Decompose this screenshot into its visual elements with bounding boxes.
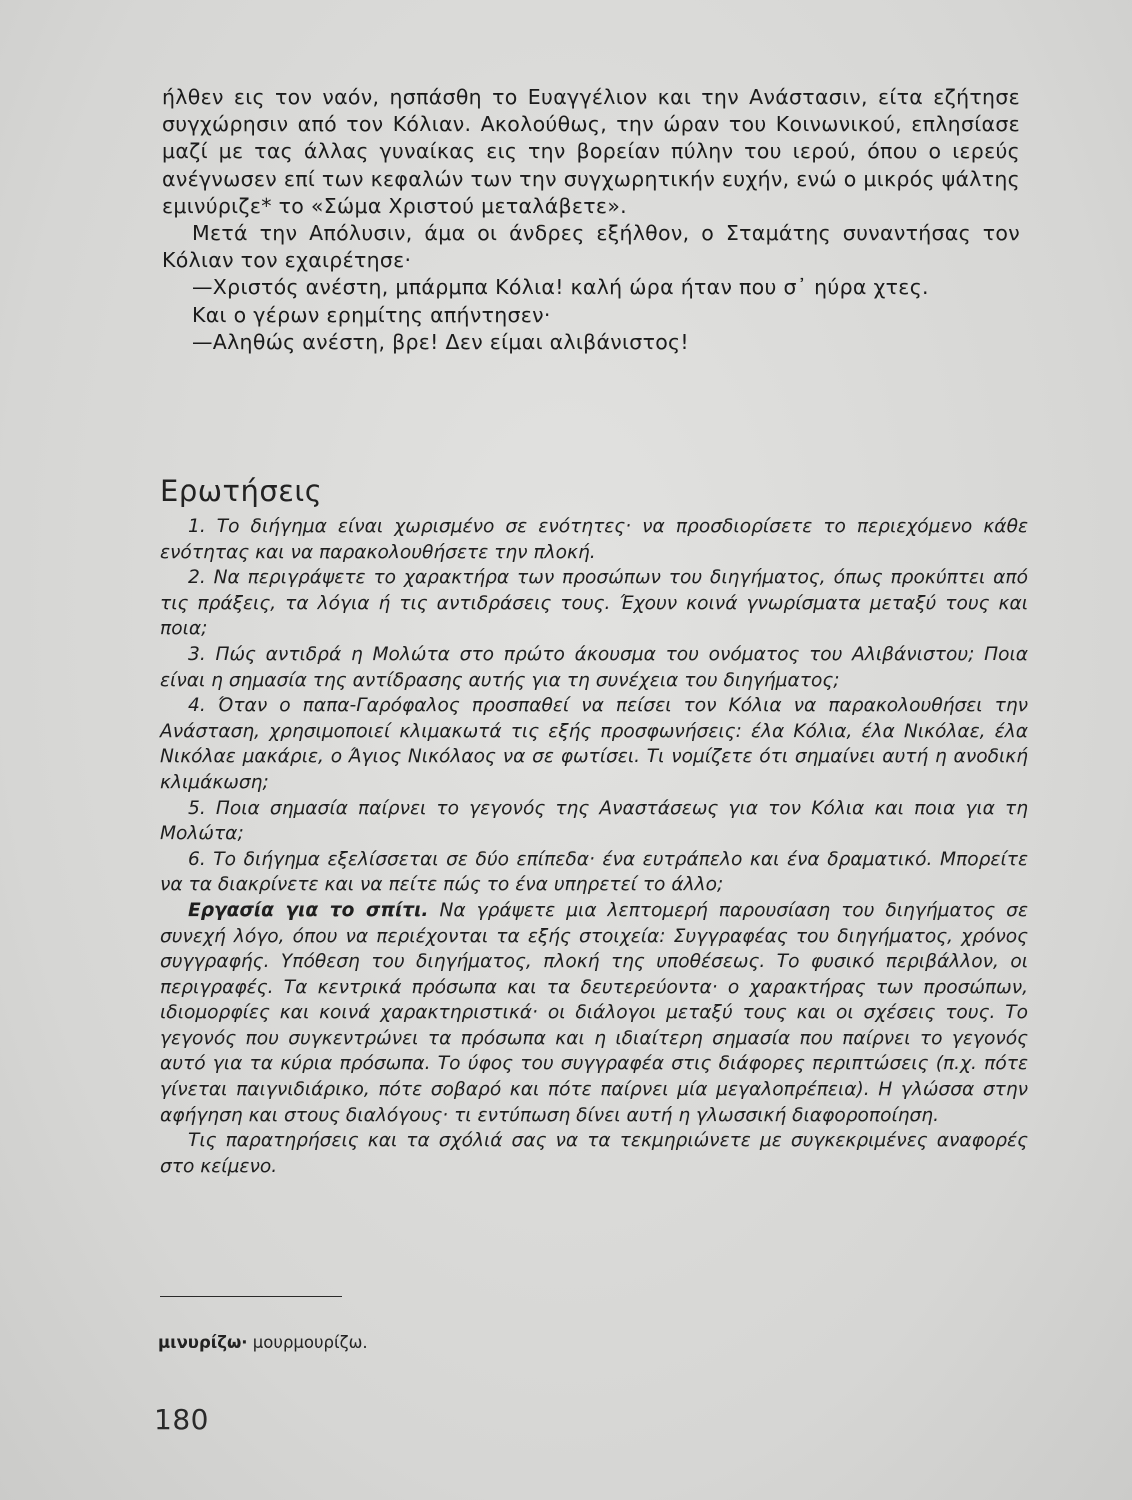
- questions-heading: Ερωτήσεις: [160, 474, 323, 508]
- story-paragraph: Και ο γέρων ερημίτης απήντησεν·: [192, 302, 551, 327]
- question-item: 6. Το διήγημα εξελίσσεται σε δύο επίπεδα· ένα ευτράπελο και ένα δραματικό. Μπορείτε να τα διακρίνετε και να πείτε πώς το ένα υπηρετεί το άλλο;: [160, 848, 1028, 896]
- footnote-divider: [160, 1296, 342, 1297]
- question-item: 5. Ποια σημασία παίρνει το γεγονός της Αναστάσεως για τον Κόλια και ποια για τη Μολώτα;: [160, 797, 1028, 845]
- homework-label: Εργασία για το σπίτι.: [188, 899, 429, 921]
- footnote-term: μινυρίζω·: [158, 1333, 248, 1352]
- question-item: 2. Να περιγράψετε το χαρακτήρα των προσώπων του διηγήματος, όπως προκύπτει από τις πράξεις, τα λόγια ή τις αντιδράσεις τους. Έχουν κοινά γνωρίσματα μεταξύ τους και ποια;: [160, 567, 1028, 640]
- question-item: 1. Το διήγημα είναι χωρισμένο σε ενότητες· να προσδιορίσετε το περιεχόμενο κάθε ενότητας και να παρακολουθήσετε την πλοκή.: [160, 516, 1028, 563]
- story-paragraph: ήλθεν εις τον ναόν, ησπάσθη το Ευαγγέλιον και την Ανάστασιν, είτα εζήτησε συγχώρησιν από τον Κόλιαν. Ακολούθως, την ώραν του Κοινωνικού, επλησίασε μαζί με τας άλλας γυναίκας εις την βορείαν πύλην του ιερού, όπου ο ιερεύς ανέγνωσεν επί των κεφαλών των την συγχωρητικήν ευχήν, ενώ ο μικρός ψάλτης εμινύριζε* το «Σώμα Χριστού μεταλάβετε».: [162, 85, 1020, 218]
- footnote-definition: μουρμουρίζω.: [247, 1333, 368, 1352]
- question-item: 4. Όταν ο παπα-Γαρόφαλος προσπαθεί να πείσει τον Κόλια να παρακολουθήσει την Ανάσταση, χρησιμοποιεί κλιμακωτά τις εξής προσφωνήσεις: έλα Κόλια, έλα Νικόλαε, έλα Νικόλαε μακάριε, ο Άγιος Νικόλαος να σε φωτίσει. Τι νομίζετε ότι σημαίνει αυτή η ανοδική κλιμάκωση;: [160, 695, 1028, 793]
- homework-paragraph: [160, 898, 1028, 1128]
- dialogue-line: —Χριστός ανέστη, μπάρμπα Κόλια! καλή ώρα ήταν που σ᾽ ηύρα χτες.: [192, 275, 929, 300]
- questions-list: [160, 514, 1028, 1179]
- story-text: [162, 84, 1020, 356]
- footnote: [158, 1333, 368, 1352]
- closing-note: Τις παρατηρήσεις και τα σχόλιά σας να τα τεκμηριώνετε με συγκεκριμένες αναφορές στο κείμενο.: [160, 1130, 1028, 1177]
- page-number: 180: [154, 1403, 209, 1436]
- dialogue-line: —Αληθώς ανέστη, βρε! Δεν είμαι αλιβάνιστος!: [192, 329, 689, 354]
- story-paragraph: Μετά την Απόλυσιν, άμα οι άνδρες εξήλθον, ο Σταμάτης συναντήσας τον Κόλιαν τον εχαιρέτησε·: [162, 221, 1020, 273]
- homework-text: Να γράψετε μια λεπτομερή παρουσίαση του διηγήματος σε συνεχή λόγο, όπου να περιέχονται τα εξής στοιχεία: Συγγραφέας του διηγήματος, χρόνος συγγραφής. Υπόθεση του διηγήματος, πλοκή της υποθέσεως. Το φυσικό περιβάλλον, οι περιγραφές. Τα κεντρικά πρόσωπα και τα δευτερεύοντα· ο χαρακτήρας των προσώπων, ιδιομορφίες και κοινά χαρακτηριστικά· οι διάλογοι μεταξύ τους και οι σχέσεις τους. Το γεγονός που συγκεντρώνει τα πρόσωπα και η ιδιαίτερη σημασία που παίρνει το γεγονός αυτό για τα κύρια πρόσωπα. Το ύφος του συγγραφέα στις διάφορες περιπτώσεις (π.χ. πότε γίνεται παιγνιδιάρικο, πότε σοβαρό και πότε παίρνει μία μεγαλοπρέπεια). Η γλώσσα στην αφήγηση και στους διαλόγους· τι εντύπωση δίνει αυτή η γλωσσική διαφοροποίηση.: [160, 899, 1028, 1126]
- question-item: 3. Πώς αντιδρά η Μολώτα στο πρώτο άκουσμα του ονόματος του Αλιβάνιστου; Ποια είναι η σημασία της αντίδρασης αυτής για τη συνέχεια του διηγήματος;: [160, 643, 1028, 691]
